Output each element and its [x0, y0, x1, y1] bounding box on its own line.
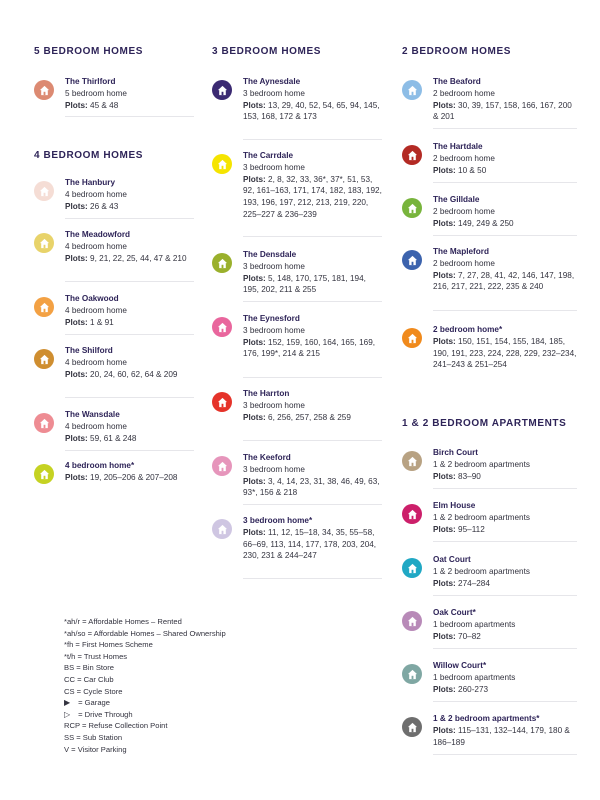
- home-name: The Meadowford: [65, 230, 131, 239]
- divider: [433, 541, 577, 542]
- home-plots: Plots: 59, 61 & 248: [65, 433, 137, 443]
- home-plots: Plots: 3, 4, 14, 23, 31, 38, 46, 49, 63, 93*, 156 & 218: [243, 476, 380, 498]
- house-icon: [212, 519, 232, 539]
- divider: [243, 236, 382, 237]
- legend-row: BS = Bin Store: [64, 663, 115, 673]
- house-icon: [212, 154, 232, 174]
- home-description: 2 bedroom home: [433, 88, 495, 98]
- divider: [433, 310, 577, 311]
- home-name: Elm House: [433, 501, 476, 510]
- house-icon: [402, 80, 422, 100]
- home-name: The Shilford: [65, 346, 113, 355]
- legend-row: *fh = First Homes Scheme: [64, 640, 153, 650]
- home-plots: Plots: 26 & 43: [65, 201, 119, 211]
- home-name: The Harrton: [243, 389, 290, 398]
- home-name: The Wansdale: [65, 410, 120, 419]
- house-icon: [402, 611, 422, 631]
- house-icon: [34, 233, 54, 253]
- home-plots: Plots: 1 & 91: [65, 317, 114, 327]
- home-plots: Plots: 13, 29, 40, 52, 54, 65, 94, 145, 153, 168, 172 & 173: [243, 100, 380, 122]
- section-title-apartments: 1 & 2 BEDROOM APARTMENTS: [402, 418, 567, 429]
- home-description: 1 & 2 bedroom apartments: [433, 566, 530, 576]
- divider: [65, 281, 194, 282]
- legend-row: V = Visitor Parking: [64, 744, 127, 754]
- home-name: The Oakwood: [65, 294, 119, 303]
- legend-row: CS = Cycle Store: [64, 686, 123, 696]
- house-icon: [34, 181, 54, 201]
- divider: [65, 397, 194, 398]
- home-name: The Hanbury: [65, 178, 116, 187]
- home-description: 1 & 2 bedroom apartments: [433, 512, 530, 522]
- home-name: 3 bedroom home*: [243, 516, 313, 525]
- legend-row: ▶ = Garage: [64, 698, 110, 708]
- divider: [433, 128, 577, 129]
- divider: [65, 334, 194, 335]
- home-plots: Plots: 5, 148, 170, 175, 181, 194, 195, 202, 211 & 255: [243, 273, 366, 295]
- home-plots: Plots: 9, 21, 22, 25, 44, 47 & 210: [65, 253, 187, 263]
- home-description: 4 bedroom home: [65, 421, 127, 431]
- home-name: The Mapleford: [433, 247, 489, 256]
- home-plots: Plots: 20, 24, 60, 62, 64 & 209: [65, 369, 178, 379]
- divider: [433, 488, 577, 489]
- legend-row: RCP = Refuse Collection Point: [64, 721, 168, 731]
- legend-row: *t/h = Trust Homes: [64, 651, 128, 661]
- home-plots: Plots: 149, 249 & 250: [433, 218, 514, 228]
- home-description: 5 bedroom home: [65, 88, 127, 98]
- home-plots: Plots: 115–131, 132–144, 179, 180 & 186–189: [433, 725, 570, 747]
- divider: [433, 235, 577, 236]
- home-description: 3 bedroom home: [243, 88, 305, 98]
- house-icon: [34, 80, 54, 100]
- key-legend: [64, 616, 274, 755]
- divider: [243, 504, 382, 505]
- house-icon: [34, 297, 54, 317]
- home-plots: Plots: 2, 8, 32, 33, 36*, 37*, 51, 53, 92, 161–163, 171, 174, 182, 183, 192, 193, 196, 197, 212, 213, 219, 220, 225–227 & 236–239: [243, 174, 382, 219]
- home-plots: Plots: 274–284: [433, 578, 490, 588]
- section-title-4-bedroom: 4 BEDROOM HOMES: [34, 150, 144, 161]
- garage-icon: ▶: [64, 698, 71, 708]
- home-name: The Gilldale: [433, 195, 480, 204]
- home-description: 3 bedroom home: [243, 400, 305, 410]
- section-title-3-bedroom: 3 BEDROOM HOMES: [212, 46, 322, 57]
- home-description: 3 bedroom home: [243, 325, 305, 335]
- home-name: Oak Court*: [433, 608, 476, 617]
- home-name: The Densdale: [243, 250, 297, 259]
- home-plots: Plots: 260-273: [433, 684, 489, 694]
- home-description: 2 bedroom home: [433, 153, 495, 163]
- house-icon: [212, 80, 232, 100]
- home-plots: Plots: 45 & 48: [65, 100, 119, 110]
- divider: [433, 595, 577, 596]
- house-icon: [212, 253, 232, 273]
- house-icon: [402, 451, 422, 471]
- home-name: Oat Court: [433, 555, 471, 564]
- divider: [243, 377, 382, 378]
- home-plots: Plots: 70–82: [433, 631, 481, 641]
- legend-row: SS = Sub Station: [64, 732, 123, 742]
- house-icon: [34, 413, 54, 433]
- legend-row: *ah/r = Affordable Homes – Rented: [64, 617, 182, 626]
- drive-through-icon: ▷: [64, 709, 71, 719]
- divider: [65, 218, 194, 219]
- home-name: The Thirlford: [65, 77, 116, 86]
- home-plots: Plots: 19, 205–206 & 207–208: [65, 472, 178, 482]
- home-description: 2 bedroom home: [433, 206, 495, 216]
- house-icon: [402, 558, 422, 578]
- home-name: The Hartdale: [433, 142, 483, 151]
- home-name: Willow Court*: [433, 661, 487, 670]
- legend-row: ▷ = Drive Through: [64, 709, 133, 719]
- house-icon: [212, 392, 232, 412]
- house-icon: [402, 198, 422, 218]
- home-description: 1 bedroom apartments: [433, 672, 516, 682]
- home-name: The Carrdale: [243, 151, 294, 160]
- home-description: 3 bedroom home: [243, 261, 305, 271]
- divider: [433, 182, 577, 183]
- legend-row: CC = Car Club: [64, 674, 114, 684]
- divider: [243, 301, 382, 302]
- divider: [65, 450, 194, 451]
- home-description: 1 bedroom apartments: [433, 619, 516, 629]
- home-description: 4 bedroom home: [65, 357, 127, 367]
- home-name: 1 & 2 bedroom apartments*: [433, 714, 540, 723]
- home-description: 3 bedroom home: [243, 162, 305, 172]
- divider: [243, 578, 382, 579]
- home-description: 2 bedroom home: [433, 258, 495, 268]
- divider: [433, 648, 577, 649]
- house-icon: [34, 349, 54, 369]
- home-plots: Plots: 6, 256, 257, 258 & 259: [243, 412, 351, 422]
- home-name: Birch Court: [433, 448, 479, 457]
- home-plots: Plots: 30, 39, 157, 158, 166, 167, 200 & 201: [433, 100, 572, 122]
- home-name: 2 bedroom home*: [433, 325, 503, 334]
- house-icon: [402, 145, 422, 165]
- home-plots: Plots: 150, 151, 154, 155, 184, 185, 190, 191, 223, 224, 228, 229, 232–234, 241–243 & 251–254: [433, 336, 577, 370]
- home-description: 3 bedroom home: [243, 464, 305, 474]
- house-icon: [402, 717, 422, 737]
- legend-row: *ah/so = Affordable Homes – Shared Ownership: [64, 628, 226, 638]
- divider: [243, 139, 382, 140]
- home-name: The Keeford: [243, 453, 291, 462]
- home-name: The Aynesdale: [243, 77, 301, 86]
- home-description: 4 bedroom home: [65, 241, 127, 251]
- section-title-5-bedroom: 5 BEDROOM HOMES: [34, 46, 144, 57]
- home-description: 1 & 2 bedroom apartments: [433, 459, 530, 469]
- house-icon: [402, 504, 422, 524]
- home-plots: Plots: 152, 159, 160, 164, 165, 169, 176, 199*, 214 & 215: [243, 337, 376, 359]
- home-plots: Plots: 95–112: [433, 524, 485, 534]
- divider: [243, 440, 382, 441]
- house-icon: [402, 664, 422, 684]
- divider: [433, 701, 577, 702]
- house-icon: [402, 250, 422, 270]
- home-plots: Plots: 83–90: [433, 471, 481, 481]
- house-icon: [34, 464, 54, 484]
- house-icon: [212, 456, 232, 476]
- divider: [65, 116, 194, 117]
- home-description: 4 bedroom home: [65, 189, 127, 199]
- home-name: The Beaford: [433, 77, 481, 86]
- home-plots: Plots: 7, 27, 28, 41, 42, 146, 147, 198, 216, 217, 221, 222, 235 & 240: [433, 270, 575, 292]
- house-icon: [402, 328, 422, 348]
- home-name: 4 bedroom home*: [65, 461, 135, 470]
- home-plots: Plots: 10 & 50: [433, 165, 487, 175]
- house-icon: [212, 317, 232, 337]
- home-name: The Eynesford: [243, 314, 300, 323]
- divider: [433, 754, 577, 755]
- home-plots: Plots: 11, 12, 15–18, 34, 35, 55–58, 66–69, 113, 114, 177, 178, 203, 204, 230, 231 & 244–247: [243, 527, 377, 561]
- section-title-2-bedroom: 2 BEDROOM HOMES: [402, 46, 512, 57]
- home-description: 4 bedroom home: [65, 305, 127, 315]
